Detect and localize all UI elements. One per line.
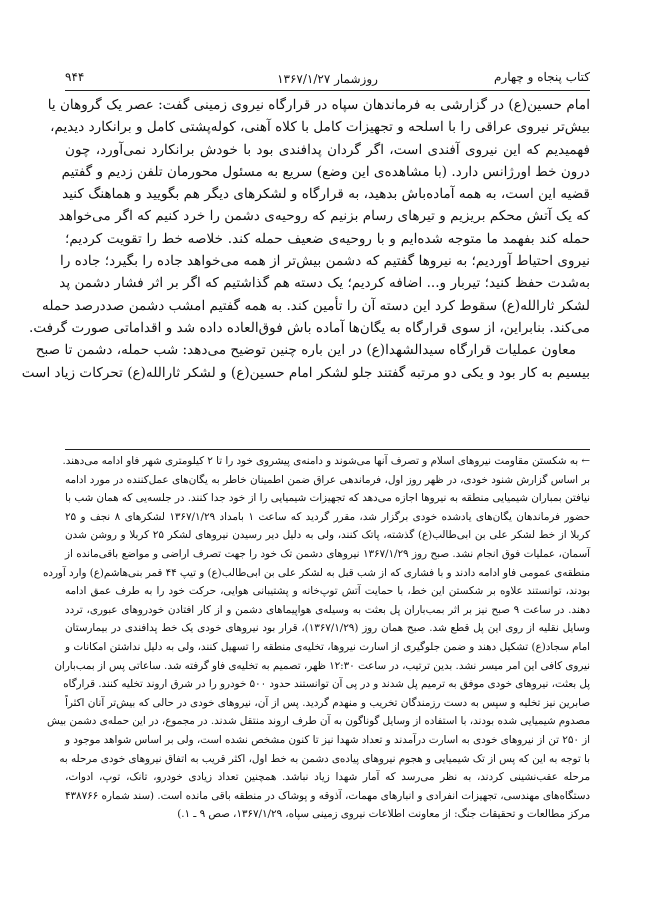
text-line: بیسیم به کار بود و یکی دو مرتبه گفتند جلو لشکر امام حسین(ع) و لشکر ثارالله(ع) تحرکات زیاد است [21,364,590,381]
footnote-text [42,452,591,824]
text-line: بودند، توانستند علاوه بر شکستن این خط، با حمایت آتش توپ‌خانه و پشتیبانی هوایی، حرکت خود را به طرف عمق ادامه [65,585,590,598]
date-label: روزشمار ۱۳۶۷/۱/۲۷ [277,72,378,86]
text-line: می‌کند. بنابراین، از سوی قرارگاه به یگان‌ها آماده باش فوق‌العاده داده شد و اقداماتی صورت گرفت. [29,319,590,336]
text-line: بر اساس گزارش شنود خودی، در ظهر روز اول، فرماندهی عراق ضمن اطمینان خاطر به یگان‌های عمل‌کننده در مورد ادامه [65,473,590,486]
page-number: ۹۴۴ [65,70,85,84]
book-title: کتاب پنجاه و چهارم [493,70,590,84]
text-line: دهند. در ساعت ۹ صبح نیز بر اثر بمب‌باران پل بعثت به وسیله‌ی هواپیماهای دشمن و از کار افتادن خودروهای عبوری، تردد [65,603,590,616]
text-line: نیروی کافی این امر میسر نشد. بدین ترتیب، در ساعت ۱۲:۳۰ ظهر، تصمیم به تخلیه‌ی فاو گرفته شد. ساعاتی پس از بمب‌باران [54,659,590,672]
text-line: که یک آتش محکم بریزیم و تیرهای رسام بزنیم که روحیه‌ی دشمن را خرد کنیم که اگر می‌خواهد [58,208,590,225]
text-line: مرکز مطالعات و تحقیقات جنگ: از معاونت اطلاعات نیروی زمینی سپاه، ۱۳۶۷/۱/۲۹، صص ۹ ـ ۱.) [177,808,590,821]
text-line: منطقه‌ی عمومی فاو ادامه دادند و با فشاری که از شب قبل به لشکر علی بن ابی‌طالب(ع) و تیپ ۴۴ قمر بنی‌هاشم(ع) وارد آورده [42,566,590,579]
text-line: مصدوم شیمیایی شده بودند، با استفاده از وسایل گوناگون به آن طرف اروند منتقل شدند. در مجموع، در این حمله‌ی دشمن بیش [46,715,590,728]
text-line: با توجه به این که پس از تک شیمیایی و هجوم نیروهای پیاده‌ی دشمن به خط اول، اکثر قریب به اتفاق نیروهای خودی مرحله به [59,752,590,765]
text-line: از ۲۵۰ تن از نیروهای خودی به اسارت درآمدند و تعداد شهدا نیز تا کنون مشخص نشده است، ولی بر اساس شواهد موجود و [65,733,591,746]
text-line: ← به شکستن مقاومت نیروهای اسلام و تصرف آنها می‌شوند و دامنه‌ی پیشروی خود را تا ۲ کیلومتری شهر فاو ادامه می‌دهند. [62,455,590,467]
text-line: نیروی احتیاط آوردیم؛ به نیروها گفتیم که دشمن بیش‌تر از همه می‌خواهد جاده را بگیرد؛ جاده را [60,253,590,270]
main-text [21,94,590,384]
text-line: نیافتن بمباران شیمیایی منطقه به نیروها اجازه می‌دهد که تجهیزات شیمیایی را از خود جدا کنند. در جلسه‌یی که همان شب با [65,492,590,505]
text-line: درون خط اورژانس دارد. (با مشاهده‌ی این وضع) سریع به مسئول محورمان تلفن زدیم و گفتیم [61,163,590,180]
footnote-divider [65,449,590,450]
text-line: بیش‌تر نیروی عراقی را با اسلحه و تجهیزات کامل با کلاه آهنی، کوله‌پشتی کامل و برانکارد دیدیم، [50,119,590,136]
running-header [65,66,590,91]
text-line: وسایل نقلیه از روی این پل قطع شد. صبح همان روز (۱۳۶۷/۱/۲۹)، قرار بود نیروهای خودی یک خط پدافندی در بیمارستان [65,622,590,635]
text-line: مرحله عقب‌نشینی کردند، به نظر می‌رسد که آمار شهدا زیاد نباشد. همچنین تعداد زیادی خودرو، تانک، توپ، ادوات، [65,771,590,784]
text-line: کربلا از خط لشکر علی بن ابی‌طالب(ع) گذشته، پاتک کنند، ولی به دلیل دیر رسیدن نیروهای لشکر ۲۵ کربلا و روشن شدن [65,529,590,542]
text-line: امام حسین(ع) در گزارشی به فرماندهان سپاه در قرارگاه نیروی زمینی گفت: عصر یک گروهان یا [47,97,590,113]
text-line: فهمیدیم که این نیروی آفندی است، اگر گردان پدافندی بود با خودش برانکارد نمی‌آورد، چون [65,141,590,158]
text-line: قضیه این است، به همه آماده‌باش بدهید، به قرارگاه و لشکرهای دیگر هم بگویید و هماهنگ کنید [62,186,590,203]
text-line: به‌شدت حفظ کنید؛ تیربار و... اضافه کردیم؛ یک دسته هم گذاشتیم که اگر بر اثر فشار دشمن پد [59,275,590,292]
text-line: آسمان، عملیات فوق انجام نشد. صبح روز ۱۳۶۷/۱/۲۹ نیروهای دشمن تک خود را جهت تصرف اراضی و مواضع باقی‌مانده از [65,547,590,560]
text-line: پل بعثت، نیروهای خودی موفق به ترمیم پل شدند و در پی آن توانستند حدود ۵۰۰ خودرو را در شرق اروند تخلیه کنند. قرارگاه [63,678,590,691]
text-line: لشکر ثارالله(ع) سقوط کرد این دسته آن را تأمین کند. به همه گفتیم امشب دشمن صددرصد حمله [42,297,590,314]
text-line: معاون عملیات قرارگاه سیدالشهدا(ع) در این باره چنین توضیح می‌دهد: شب حمله، دشمن تا صبح [35,342,576,359]
text-line: امام سجاد(ع) تشکیل دهند و ضمن جلوگیری از اسارت نیروها، تخلیه‌ی منطقه را تسهیل کنند، ولی به دلیل نداشتن امکانات و [65,640,590,653]
text-line: دستگاه‌های مهندسی، تجهیزات انفرادی و انبارهای مهمات، آذوقه و پوشاک در منطقه باقی مانده است. (سند شماره ۴۳۸۷۶۶ [65,789,590,802]
text-line: حمله کند بفهمد ما متوجه شده‌ایم و با روحیه‌ی ضعیف حمله کند. خلاصه خط را تقویت کردیم؛ [65,230,590,247]
text-line: حضور فرماندهان یگان‌های یادشده خودی برگزار شد، مقرر گردید که ساعت ۱ بامداد ۱۳۶۷/۱/۲۹ لشکرهای ۸ نجف و ۲۵ [65,510,590,523]
text-line: صابرین نیز تخلیه و سپس به دست رزمندگان تخریب و منهدم گردید. پس از آن، نیروهای خودی در حالی که بیش‌تر آنان اکثراً [65,696,590,709]
